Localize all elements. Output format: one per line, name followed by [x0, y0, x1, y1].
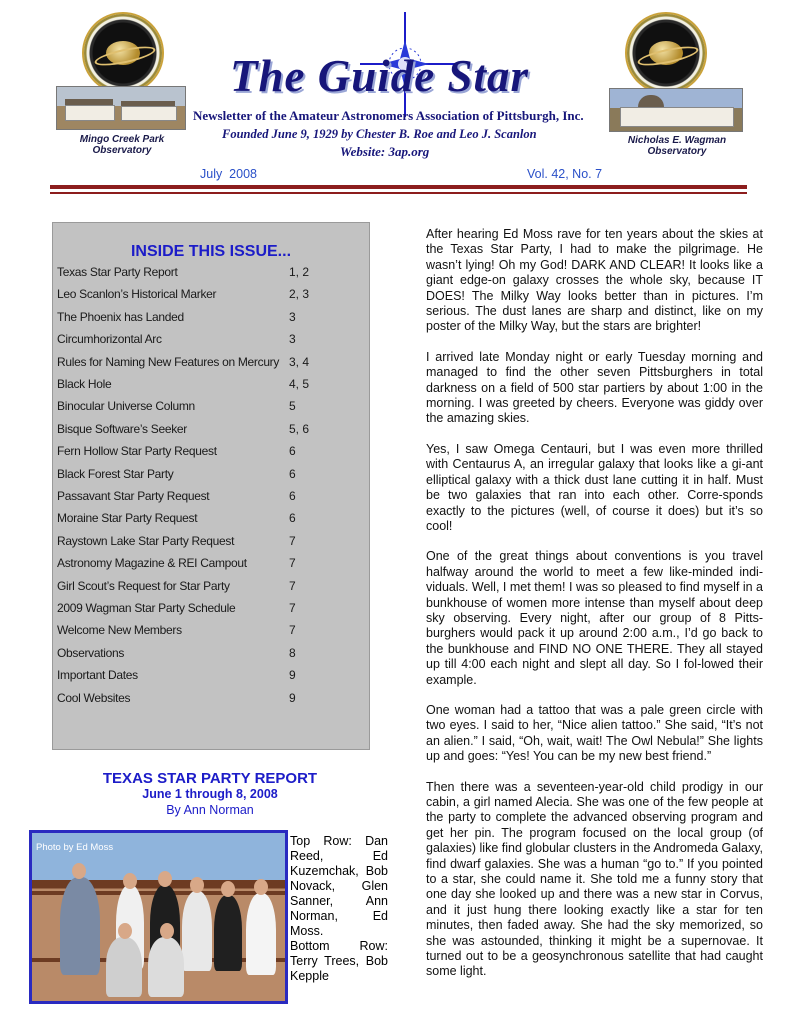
toc-item: Passavant Star Party Request — [57, 489, 210, 503]
article-paragraph: One of the great things about conventions is you travel halfway around the world to meet a few like-minded indi-viduals. Well, I met them! I was so pleased to find myself in a bunkhouse of women more intense than myself about deep sky observing. Every night, after our group of 8 Pitts-burghers would pack it up around 2:00 a.m., I’d go back to the bunkhouse and FIND NO ONE THERE. They all stayed up till 4:00 each night and slept all day. So I fol-lowed their example. — [426, 549, 763, 687]
toc-item: Important Dates — [57, 668, 138, 683]
toc-item-pages: 7 — [289, 623, 296, 638]
toc-item: Welcome New Members — [57, 623, 182, 638]
toc-item-pages: 6 — [289, 466, 296, 481]
group-photo — [29, 830, 288, 1004]
toc-item-pages: 6 — [289, 444, 296, 459]
newsletter-subtitle: Newsletter of the Amateur Astronomers Association of Pittsburgh, Inc. — [193, 108, 584, 123]
article-paragraph: Then there was a seventeen-year-old child prodigy in our cabin, a girl named Alecia. She was one of the few people at the party to complete the advanced observing program and get her pin. The program focused on the local group (of galaxies) like find globular clusters in the Andromeda Galaxy, find dwarf galaxies. She was a human “go to.” If you pointed to a star, she could name it. She told me a funny story that one day she looked up and there was a new star in Corvus, and it just hung there looking exactly like a star for ten minutes, then faded away. She had the sky memorized, so she was astounded, thinking it might be a supernovae. It turned out to be a geosynchronous satellite that had caught some light. — [426, 779, 763, 979]
article-body — [426, 227, 763, 995]
toc-item: 2009 Wagman Star Party Schedule — [57, 601, 236, 615]
newsletter-title: The Guide Star — [230, 51, 530, 101]
toc-item: Rules for Naming New Features on Mercury — [57, 354, 280, 369]
article-paragraph: Yes, I saw Omega Centauri, but I was even more thrilled with Centaurus A, an irregular galaxy that looks like a gi-ant elliptical galaxy with a thick dust lane cutting it in half. Must be two galaxies that ran into each other. Corre-sponds exactly to the pictures (well, of course it does) but it’s so cool! — [426, 441, 763, 533]
toc-item: Black Hole — [57, 377, 112, 391]
toc-item-pages: 3 — [289, 332, 296, 347]
toc-item-pages: 7 — [289, 533, 296, 548]
toc-item-pages: 7 — [289, 556, 296, 571]
photo-credit: Photo by Ed Moss — [36, 842, 114, 853]
issue-volume: Vol. 42, No. 7 — [527, 167, 603, 181]
toc-item: Leo Scanlon’s Historical Marker — [57, 287, 217, 302]
photo-caption-bottom-row: Bottom Row: Terry Trees, Bob Kepple — [290, 939, 388, 983]
toc-item-pages: 7 — [289, 578, 296, 593]
wagman-caption: Nicholas E. Wagman Observatory — [627, 135, 727, 157]
toc-item: Texas Star Party Report — [57, 265, 178, 279]
photo-caption-top-row: Top Row: Dan Reed, Ed Kuzemchak, Bob Novack, Glen Sanner, Ann Norman, Ed Moss. — [290, 834, 388, 938]
article-dates: June 1 through 8, 2008 — [142, 787, 278, 801]
right-seal-logo — [627, 14, 705, 92]
left-seal-logo — [84, 14, 162, 92]
article-title: TEXAS STAR PARTY REPORT — [102, 770, 318, 787]
toc-title: INSIDE THIS ISSUE... — [130, 243, 292, 260]
toc-item: Black Forest Star Party — [57, 466, 174, 481]
toc-item: Bisque Software’s Seeker — [57, 421, 187, 436]
article-paragraph: After hearing Ed Moss rave for ten years about the skies at the Texas Star Party, I had to make the pilgrimage. He wasn’t lying! Oh my God! DARK AND CLEAR! It looks like a giant edge-on galaxy crosses the whole sky, because IT DOES! The Milky Way looks better than in pictures. I’m serious. The dust lanes are sharp and distinct, like on my poster of the Milky Way, but the stars are brighter! — [426, 227, 763, 334]
toc-item-pages: 4, 5 — [289, 377, 310, 391]
toc-item: Fern Hollow Star Party Request — [57, 444, 217, 459]
toc-item: Circumhorizontal Arc — [57, 332, 162, 347]
toc-item: Observations — [57, 645, 125, 660]
article-author: By Ann Norman — [166, 803, 254, 817]
inside-this-issue-box — [52, 222, 370, 750]
toc-item: Moraine Star Party Request — [57, 511, 198, 526]
issue-date: July 2008 — [200, 167, 257, 181]
toc-item-pages: 5, 6 — [289, 421, 310, 436]
wagman-observatory-photo — [609, 88, 743, 132]
toc-item-pages: 3, 4 — [289, 354, 310, 369]
toc-item-pages: 9 — [289, 690, 296, 705]
mingo-creek-observatory-photo — [56, 86, 186, 130]
toc-item: Binocular Universe Column — [57, 399, 195, 414]
toc-item: Girl Scout’s Request for Star Party — [57, 578, 230, 593]
toc-item-pages: 3 — [289, 309, 296, 324]
founded-line: Founded June 9, 1929 by Chester B. Roe and Leo J. Scanlon — [222, 127, 537, 141]
toc-item-pages: 9 — [289, 668, 296, 683]
website-line: Website: 3ap.org — [340, 144, 430, 159]
toc-item: Raystown Lake Star Party Request — [57, 533, 235, 548]
toc-item: Cool Websites — [57, 690, 131, 705]
toc-item-pages: 1, 2 — [289, 265, 310, 279]
toc-item-pages: 8 — [289, 645, 296, 660]
toc-item-pages: 6 — [289, 511, 296, 526]
toc-item-pages: 7 — [289, 601, 296, 615]
article-paragraph: I arrived late Monday night or early Tuesday morning and managed to find the other seven Pittsburghers in total darkness on a field of 500 star partiers by about 1:00 in the morning. I was greeted by cheers. Everyone was giddy over the amazing skies. — [426, 349, 763, 426]
toc-item: The Phoenix has Landed — [57, 309, 184, 324]
toc-item-pages: 6 — [289, 489, 296, 503]
masthead-rule-thick — [50, 185, 747, 189]
toc-item-pages: 2, 3 — [289, 287, 310, 302]
masthead-rule-thin — [50, 192, 747, 194]
article-paragraph: One woman had a tattoo that was a pale green circle with two eyes. I said to her, “Nice alien tattoo.” She said, “It’s not an alien.” I said, “Oh, wait, wait! The Owl Nebula!” She lights up and goes: “Yes! You can be my new best friend.” — [426, 702, 763, 764]
toc-item: Astronomy Magazine & REI Campout — [57, 556, 247, 571]
toc-item-pages: 5 — [289, 399, 296, 414]
mingo-creek-caption: Mingo Creek Park Observatory — [79, 134, 165, 156]
photo-caption — [290, 834, 388, 984]
